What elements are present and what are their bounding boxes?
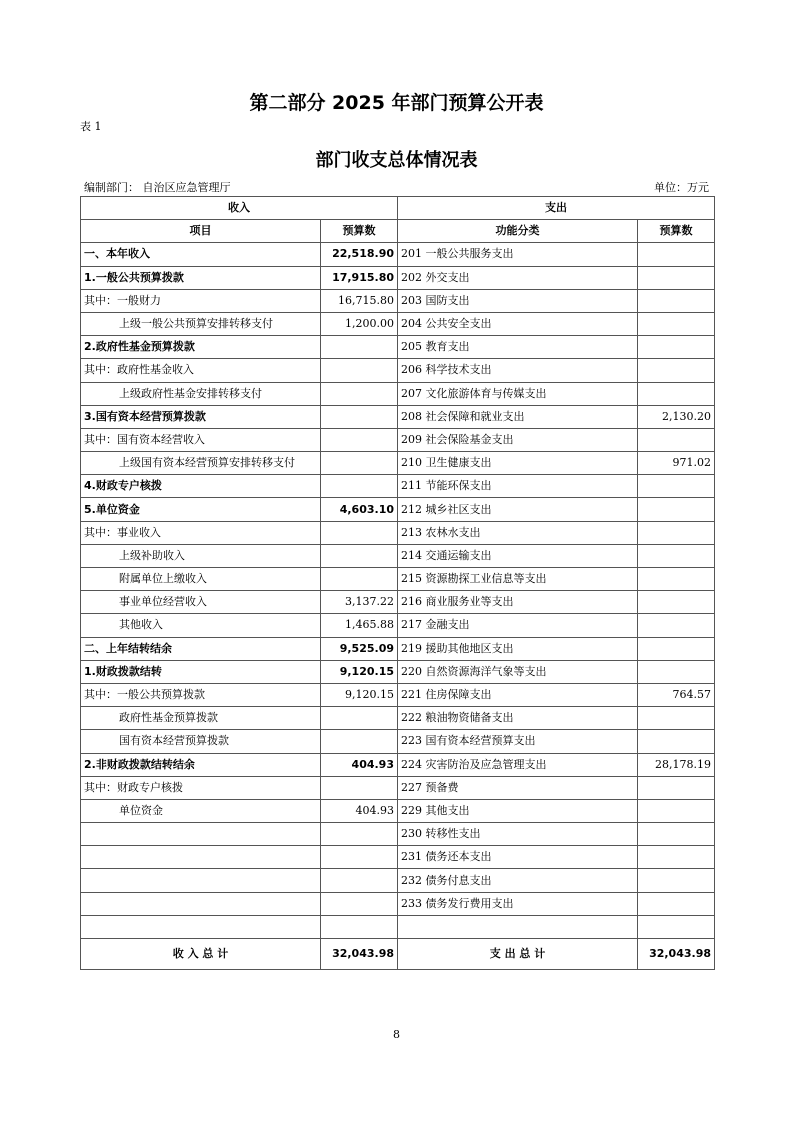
table-row — [81, 614, 715, 637]
table-row — [81, 683, 715, 706]
income-value-cell — [321, 707, 398, 730]
expense-value-cell — [638, 544, 715, 567]
table-row — [81, 892, 715, 915]
income-item-cell: 其中：一般公共预算拨款 — [81, 683, 321, 706]
expense-value-cell: 764.57 — [638, 683, 715, 706]
expense-item-cell: 211 节能环保支出 — [398, 475, 638, 498]
income-value-cell — [321, 869, 398, 892]
expense-item-cell: 213 农林水支出 — [398, 521, 638, 544]
expense-value-cell — [638, 776, 715, 799]
expense-item-cell: 223 国有资本经营预算支出 — [398, 730, 638, 753]
expense-value-cell — [638, 614, 715, 637]
expense-item-cell: 212 城乡社区支出 — [398, 498, 638, 521]
expense-value-cell: 28,178.19 — [638, 753, 715, 776]
expense-item-cell: 202 外交支出 — [398, 266, 638, 289]
table-title: 部门收支总体情况表 — [315, 150, 478, 171]
income-value-cell — [321, 382, 398, 405]
income-item-cell: 事业单位经营收入 — [81, 591, 321, 614]
page-number: 8 — [393, 1028, 400, 1041]
budget-table — [80, 196, 715, 970]
income-value-cell: 404.93 — [321, 799, 398, 822]
expense-value-cell — [638, 475, 715, 498]
expense-item-cell: 206 科学技术支出 — [398, 359, 638, 382]
header-row-top — [81, 197, 715, 220]
expense-value-cell — [638, 660, 715, 683]
table-row — [81, 846, 715, 869]
table-row — [81, 452, 715, 475]
table-row — [81, 730, 715, 753]
income-item-cell: 上级一般公共预算安排转移支付 — [81, 312, 321, 335]
income-value-cell: 3,137.22 — [321, 591, 398, 614]
expense-item-cell: 222 粮油物资储备支出 — [398, 707, 638, 730]
income-item-cell: 上级补助收入 — [81, 544, 321, 567]
expense-value-cell — [638, 823, 715, 846]
expense-value-cell — [638, 846, 715, 869]
income-value-cell: 16,715.80 — [321, 289, 398, 312]
expense-header: 支出 — [398, 197, 715, 220]
income-total-value: 32,043.98 — [321, 939, 398, 970]
income-item-cell: 1.一般公共预算拨款 — [81, 266, 321, 289]
expense-item-cell: 219 援助其他地区支出 — [398, 637, 638, 660]
expense-value-cell — [638, 266, 715, 289]
income-item-cell: 单位资金 — [81, 799, 321, 822]
income-value-cell — [321, 475, 398, 498]
expense-value-cell: 2,130.20 — [638, 405, 715, 428]
income-item-cell: 2.政府性基金预算拨款 — [81, 336, 321, 359]
expense-item-cell: 214 交通运输支出 — [398, 544, 638, 567]
income-value-cell — [321, 568, 398, 591]
income-item-cell: 其中：事业收入 — [81, 521, 321, 544]
table-row — [81, 428, 715, 451]
income-value-cell — [321, 730, 398, 753]
page-title: 第二部分 2025 年部门预算公开表 — [249, 92, 544, 114]
income-value-cell — [321, 544, 398, 567]
income-item-cell: 其中：国有资本经营收入 — [81, 428, 321, 451]
expense-total-label: 支 出 总 计 — [398, 939, 638, 970]
expense-total-value: 32,043.98 — [638, 939, 715, 970]
table-row — [81, 637, 715, 660]
expense-item-cell: 203 国防支出 — [398, 289, 638, 312]
expense-item-cell: 233 债务发行费用支出 — [398, 892, 638, 915]
income-item-cell: 其中：政府性基金收入 — [81, 359, 321, 382]
income-item-cell — [81, 823, 321, 846]
table-row — [81, 568, 715, 591]
income-value-cell — [321, 776, 398, 799]
expense-value-cell — [638, 289, 715, 312]
expense-value-cell — [638, 498, 715, 521]
expense-value-cell — [638, 243, 715, 266]
table-row — [81, 475, 715, 498]
table-row — [81, 382, 715, 405]
table-row — [81, 799, 715, 822]
expense-value-cell — [638, 637, 715, 660]
table-row — [81, 405, 715, 428]
income-item-cell — [81, 869, 321, 892]
income-value-cell: 404.93 — [321, 753, 398, 776]
func-header: 功能分类 — [398, 220, 638, 243]
expense-item-cell: 215 资源勘探工业信息等支出 — [398, 568, 638, 591]
income-value-cell — [321, 336, 398, 359]
income-item-cell: 二、上年结转结余 — [81, 637, 321, 660]
expense-item-cell: 217 金融支出 — [398, 614, 638, 637]
total-row — [81, 939, 715, 970]
expense-item-cell: 221 住房保障支出 — [398, 683, 638, 706]
expense-item-cell: 224 灾害防治及应急管理支出 — [398, 753, 638, 776]
table-row — [81, 753, 715, 776]
income-item-cell: 一、本年收入 — [81, 243, 321, 266]
income-value-cell — [321, 359, 398, 382]
income-value-cell: 9,120.15 — [321, 660, 398, 683]
expense-value-cell — [638, 521, 715, 544]
income-value-cell — [321, 846, 398, 869]
income-value-cell: 9,525.09 — [321, 637, 398, 660]
income-item-cell: 上级国有资本经营预算安排转移支付 — [81, 452, 321, 475]
expense-value-cell — [638, 869, 715, 892]
table-row — [81, 591, 715, 614]
income-value-cell: 1,465.88 — [321, 614, 398, 637]
table-row — [81, 869, 715, 892]
org-label: 编制部门： 自治区应急管理厅 — [84, 181, 231, 194]
expense-value-cell — [638, 707, 715, 730]
income-value-cell: 4,603.10 — [321, 498, 398, 521]
table-row — [81, 660, 715, 683]
expense-item-cell: 229 其他支出 — [398, 799, 638, 822]
item-header: 项目 — [81, 220, 321, 243]
expense-value-cell — [638, 799, 715, 822]
income-total-label: 收 入 总 计 — [81, 939, 321, 970]
expense-value-cell — [638, 359, 715, 382]
budget-header: 预算数 — [321, 220, 398, 243]
income-item-cell — [81, 846, 321, 869]
expense-item-cell — [398, 915, 638, 938]
income-item-cell: 2.非财政拨款结转结余 — [81, 753, 321, 776]
income-value-cell — [321, 521, 398, 544]
table-row — [81, 915, 715, 938]
income-item-cell: 其中：一般财力 — [81, 289, 321, 312]
budget2-header: 预算数 — [638, 220, 715, 243]
expense-item-cell: 230 转移性支出 — [398, 823, 638, 846]
table-row — [81, 707, 715, 730]
income-value-cell: 22,518.90 — [321, 243, 398, 266]
income-item-cell: 上级政府性基金安排转移支付 — [81, 382, 321, 405]
table-row — [81, 289, 715, 312]
expense-value-cell — [638, 591, 715, 614]
expense-item-cell: 216 商业服务业等支出 — [398, 591, 638, 614]
income-item-cell: 附属单位上缴收入 — [81, 568, 321, 591]
table-row — [81, 359, 715, 382]
expense-item-cell: 227 预备费 — [398, 776, 638, 799]
income-value-cell — [321, 823, 398, 846]
income-item-cell: 1.财政拨款结转 — [81, 660, 321, 683]
expense-value-cell: 971.02 — [638, 452, 715, 475]
expense-item-cell: 231 债务还本支出 — [398, 846, 638, 869]
income-item-cell: 3.国有资本经营预算拨款 — [81, 405, 321, 428]
income-item-cell: 其他收入 — [81, 614, 321, 637]
income-item-cell: 5.单位资金 — [81, 498, 321, 521]
income-item-cell: 政府性基金预算拨款 — [81, 707, 321, 730]
income-value-cell: 1,200.00 — [321, 312, 398, 335]
income-item-cell — [81, 892, 321, 915]
income-value-cell — [321, 915, 398, 938]
table-row — [81, 266, 715, 289]
expense-item-cell: 232 债务付息支出 — [398, 869, 638, 892]
expense-item-cell: 207 文化旅游体育与传媒支出 — [398, 382, 638, 405]
table-number: 表 1 — [80, 120, 102, 133]
unit-label: 单位：万元 — [654, 181, 709, 194]
income-value-cell — [321, 452, 398, 475]
expense-value-cell — [638, 892, 715, 915]
expense-item-cell: 208 社会保障和就业支出 — [398, 405, 638, 428]
income-item-cell: 国有资本经营预算拨款 — [81, 730, 321, 753]
income-value-cell: 17,915.80 — [321, 266, 398, 289]
table-row — [81, 776, 715, 799]
expense-item-cell: 205 教育支出 — [398, 336, 638, 359]
income-value-cell — [321, 428, 398, 451]
expense-value-cell — [638, 730, 715, 753]
expense-item-cell: 204 公共安全支出 — [398, 312, 638, 335]
income-item-cell: 其中：财政专户核拨 — [81, 776, 321, 799]
expense-value-cell — [638, 915, 715, 938]
income-value-cell — [321, 405, 398, 428]
table-row — [81, 312, 715, 335]
income-value-cell — [321, 892, 398, 915]
income-header: 收入 — [81, 197, 398, 220]
income-item-cell: 4.财政专户核拨 — [81, 475, 321, 498]
expense-item-cell: 209 社会保险基金支出 — [398, 428, 638, 451]
expense-value-cell — [638, 336, 715, 359]
table-row — [81, 521, 715, 544]
table-row — [81, 336, 715, 359]
expense-value-cell — [638, 428, 715, 451]
expense-value-cell — [638, 382, 715, 405]
table-row — [81, 544, 715, 567]
expense-item-cell: 201 一般公共服务支出 — [398, 243, 638, 266]
table-row — [81, 823, 715, 846]
expense-value-cell — [638, 568, 715, 591]
expense-item-cell: 210 卫生健康支出 — [398, 452, 638, 475]
expense-value-cell — [638, 312, 715, 335]
expense-item-cell: 220 自然资源海洋气象等支出 — [398, 660, 638, 683]
income-item-cell — [81, 915, 321, 938]
table-row — [81, 243, 715, 266]
income-value-cell: 9,120.15 — [321, 683, 398, 706]
header-row-sub — [81, 220, 715, 243]
table-row — [81, 498, 715, 521]
